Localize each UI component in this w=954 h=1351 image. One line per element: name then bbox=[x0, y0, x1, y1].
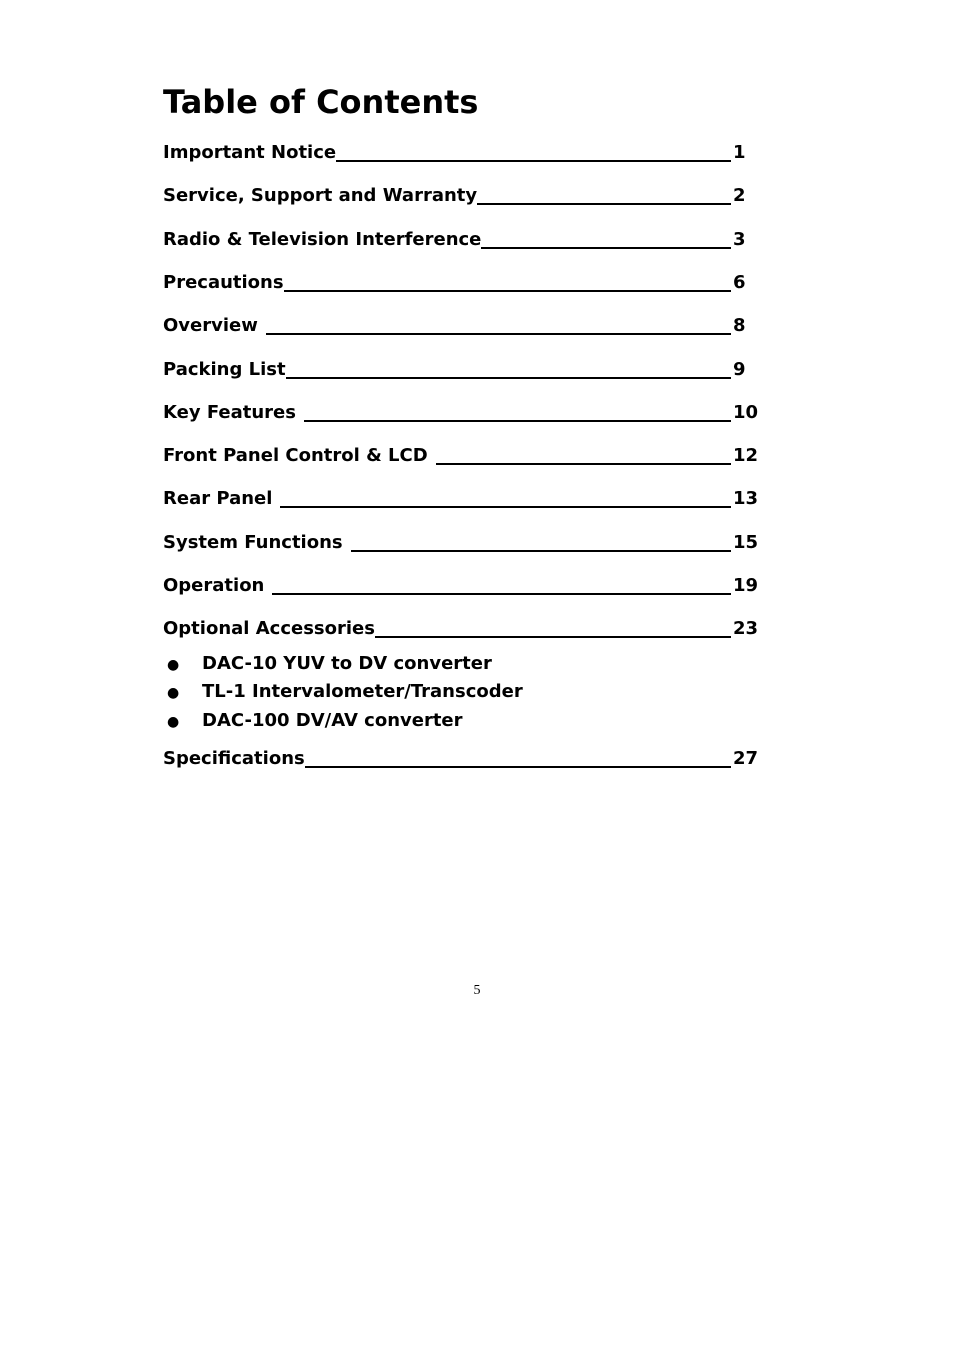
toc-entry-page: 23 bbox=[733, 618, 759, 639]
toc-entry-optional-accessories bbox=[163, 616, 761, 640]
toc-entry-page: 1 bbox=[733, 142, 746, 163]
toc-entry-page: 12 bbox=[733, 445, 759, 466]
toc-entry-rear-panel bbox=[163, 486, 761, 510]
toc-entry-important-notice bbox=[163, 140, 761, 164]
toc-entry-page: 15 bbox=[733, 532, 759, 553]
toc-entry-page: 10 bbox=[733, 402, 759, 423]
toc-entry-label: Overview bbox=[163, 315, 258, 336]
toc-entry-label: Specifications bbox=[163, 748, 305, 769]
toc-entry-label: Radio & Television Interference bbox=[163, 229, 482, 250]
toc-entry-precautions bbox=[163, 270, 761, 294]
toc-entry-radio-television-interference bbox=[163, 227, 761, 251]
toc-entry-page: 27 bbox=[733, 748, 759, 769]
toc-entry-page: 19 bbox=[733, 575, 759, 596]
toc-leader-line bbox=[336, 160, 731, 162]
toc-entry-page: 3 bbox=[733, 229, 746, 250]
toc-leader-line bbox=[375, 636, 731, 638]
toc-entry-page: 6 bbox=[733, 272, 746, 293]
toc-leader-line bbox=[272, 593, 731, 595]
toc-leader-line bbox=[481, 247, 731, 249]
bullet-icon: ● bbox=[167, 714, 180, 730]
toc-entry-label: Optional Accessories bbox=[163, 618, 375, 639]
accessory-label: DAC-100 DV/AV converter bbox=[202, 710, 463, 731]
toc-leader-line bbox=[284, 290, 731, 292]
toc-leader-line bbox=[266, 333, 731, 335]
bullet-icon: ● bbox=[167, 685, 180, 701]
toc-entry-packing-list bbox=[163, 357, 761, 381]
toc-leader-line bbox=[305, 766, 731, 768]
toc-entry-page: 9 bbox=[733, 359, 746, 380]
toc-entry-page: 8 bbox=[733, 315, 746, 336]
page-number: 5 bbox=[473, 983, 481, 998]
toc-entry-label: Rear Panel bbox=[163, 488, 273, 509]
toc-entry-service-support-warranty bbox=[163, 183, 761, 207]
toc-leader-line bbox=[304, 420, 731, 422]
accessory-label: DAC-10 YUV to DV converter bbox=[202, 653, 492, 674]
toc-leader-line bbox=[477, 203, 731, 205]
toc-entry-operation bbox=[163, 573, 761, 597]
toc-entry-system-functions bbox=[163, 530, 761, 554]
toc-entry-label: Service, Support and Warranty bbox=[163, 185, 478, 206]
toc-entry-page: 2 bbox=[733, 185, 746, 206]
toc-entry-specifications bbox=[163, 746, 761, 770]
bullet-icon: ● bbox=[167, 657, 180, 673]
toc-entry-page: 13 bbox=[733, 488, 759, 509]
accessory-label: TL-1 Intervalometer/Transcoder bbox=[202, 681, 523, 702]
toc-leader-line bbox=[351, 550, 731, 552]
toc-entry-label: Important Notice bbox=[163, 142, 337, 163]
toc-entry-front-panel-control-lcd bbox=[163, 443, 761, 467]
toc-entry-label: System Functions bbox=[163, 532, 343, 553]
toc-entry-label: Precautions bbox=[163, 272, 284, 293]
toc-leader-line bbox=[436, 463, 731, 465]
toc-entry-label: Operation bbox=[163, 575, 265, 596]
toc-entry-label: Key Features bbox=[163, 402, 296, 423]
toc-leader-line bbox=[280, 506, 731, 508]
page-title: Table of Contents bbox=[163, 83, 479, 121]
toc-entry-overview bbox=[163, 313, 761, 337]
toc-entry-label: Packing List bbox=[163, 359, 286, 380]
toc-entry-key-features bbox=[163, 400, 761, 424]
toc-leader-line bbox=[286, 377, 731, 379]
toc-entry-label: Front Panel Control & LCD bbox=[163, 445, 428, 466]
